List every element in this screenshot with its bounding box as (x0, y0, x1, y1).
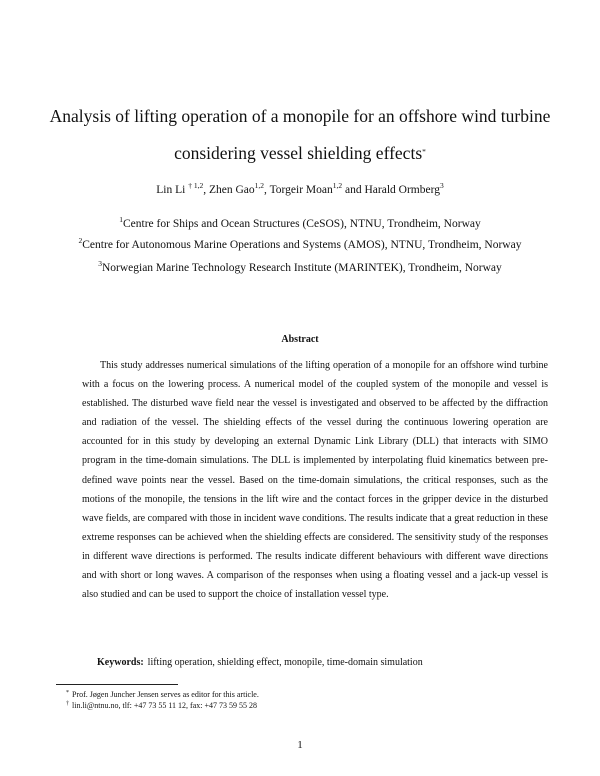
title-line-2-text: considering vessel shielding effects (174, 143, 423, 163)
author-affiliation-mark: † 1,2 (188, 181, 204, 190)
affiliation-2 (10, 236, 590, 251)
author-name: Harald Ormberg (364, 184, 440, 196)
author-affiliation-mark: 1,2 (254, 181, 265, 190)
affiliation-number: 1 (119, 215, 123, 224)
author-affiliation-mark: 3 (439, 181, 444, 190)
keywords (97, 657, 423, 668)
page-number: 1 (297, 739, 303, 751)
footnote-divider (56, 684, 178, 685)
affiliation-text: Centre for Ships and Ocean Structures (CeSOS), NTNU, Trondheim, Norway (123, 218, 481, 230)
affiliation-1 (10, 215, 590, 230)
footnote-2 (66, 701, 257, 710)
affiliation-text: Norwegian Marine Technology Research Institute (MARINTEK), Trondheim, Norway (101, 262, 502, 274)
title-line-1 (40, 108, 560, 126)
title-line-1-text: Analysis of lifting operation of a monopile for an offshore wind turbine (49, 106, 551, 126)
affiliation-number: 3 (98, 259, 102, 268)
affiliation-3 (10, 259, 590, 274)
footnote-text: Prof. Jøgen Juncher Jensen serves as editor for this article. (72, 690, 259, 699)
author-list (40, 181, 560, 196)
footnote-text: lin.li@ntnu.no, tlf: +47 73 55 11 12, fax: +47 73 59 55 28 (72, 701, 257, 710)
abstract-body: This study addresses numerical simulations of the lifting operation of a monopile for an offshore wind turbine with a focus on the lowering process. A numerical model of the coupled system of the monopile and vessel is established. The disturbed wave field near the vessel is investigated and observed to be affected by the diffraction and radiation of the vessel. The shielding effects of the vessel during the continuous lowering operation are accounted for in this study by developing an external Dynamic Link Library (DLL) that interacts with SIMO program in the time-domain simulations. The DLL is implemented by interpolating fluid kinematics between pre-defined wave points near the vessel. Based on the time-domain simulations, the critical responses, such as the motions of the monopile, the tensions in the lift wire and the contact forces in the gripper device in the disturbed wave fields, are compared with those in incident wave conditions. The results indicate that a great reduction in these extreme responses can be achieved when the shielding effects are considered. The sensitivity study of the responses in different wave directions is performed. The results indicate different behaviours with different wave directions and with short or long waves. A comparison of the responses when using a floating vessel and a jack-up vessel is also studied and can be used to support the choice of installation vessel type. (82, 360, 548, 601)
title-line-2 (40, 145, 560, 163)
keywords-text: lifting operation, shielding effect, monopile, time-domain simulation (147, 657, 423, 668)
affiliation-number: 2 (78, 236, 83, 245)
footnote-mark: * (66, 690, 69, 696)
title-footnote-mark: * (422, 147, 426, 156)
keywords-label: Keywords: (97, 657, 144, 668)
footnote-mark: † (66, 701, 69, 707)
author-affiliation-mark: 1,2 (332, 181, 343, 190)
author-conjunction: and (342, 184, 365, 196)
author-separator: , (203, 184, 209, 196)
affiliation-text: Centre for Autonomous Marine Operations and Systems (AMOS), NTNU, Trondheim, Norway (82, 239, 522, 251)
author-name: Zhen Gao (208, 184, 255, 196)
author-name: Torgeir Moan (269, 184, 333, 196)
abstract-heading: Abstract (281, 334, 319, 345)
footnote-1 (66, 690, 259, 699)
author-name: Lin Li (156, 184, 186, 196)
author-separator: , (264, 184, 270, 196)
